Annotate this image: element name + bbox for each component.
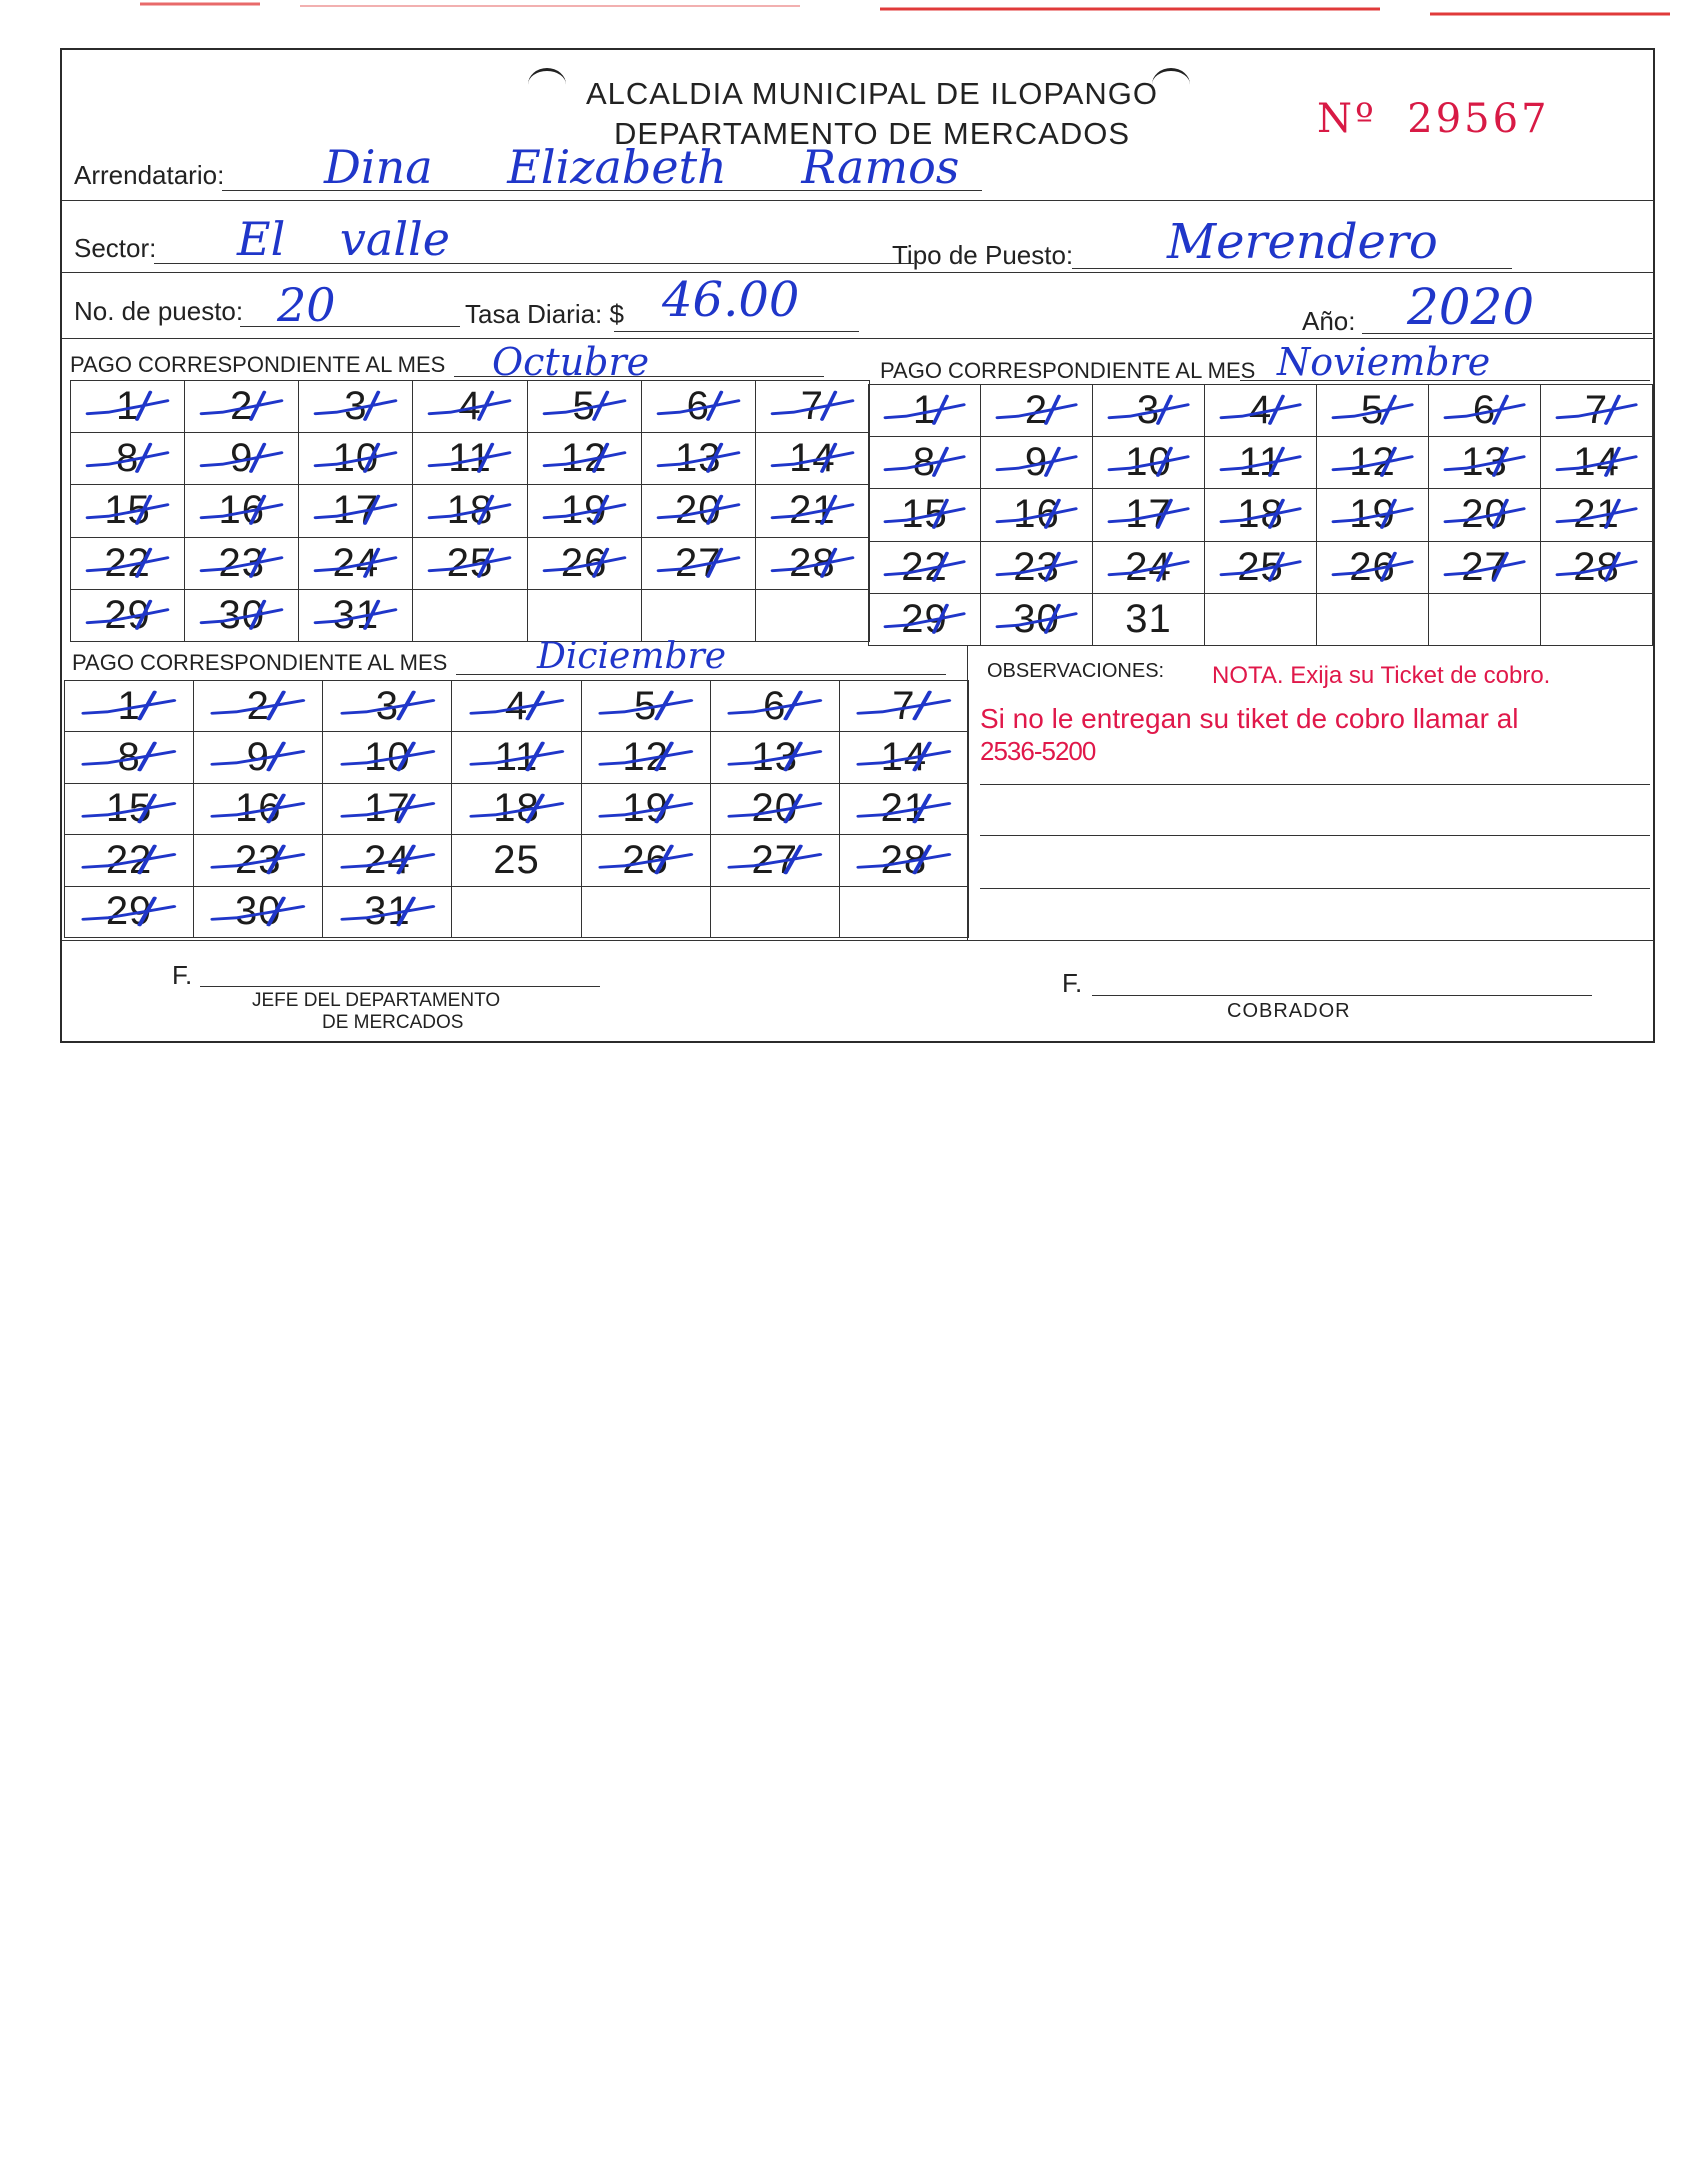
octubre-day-cell [299, 538, 413, 590]
noviembre-day-number: 31 [1125, 596, 1172, 641]
observaciones-phone: 2536-5200 [980, 736, 1096, 766]
octubre-day-cell [413, 538, 527, 590]
noviembre-day-number: 17 [1125, 492, 1172, 537]
noviembre-day-cell [869, 385, 981, 437]
anio-value: 2020 [1407, 278, 1535, 336]
octubre-day-number: 16 [218, 488, 265, 533]
octubre-day-number: 25 [446, 540, 494, 585]
diciembre-day-cell [323, 887, 452, 938]
noviembre-day-cell [1093, 542, 1205, 594]
department-title: DEPARTAMENTO DE MERCADOS [613, 116, 1131, 151]
diciembre-day-cell [582, 784, 711, 835]
diciembre-day-cell [711, 887, 840, 938]
diciembre-day-cell [840, 732, 969, 783]
octubre-day-cell [185, 381, 299, 433]
octubre-day-number: 3 [344, 384, 368, 429]
octubre-day-number: 20 [675, 488, 722, 533]
diciembre-day-number: 12 [622, 735, 669, 780]
diciembre-day-number: 1 [117, 683, 141, 728]
octubre-day-number: 21 [789, 488, 836, 533]
noviembre-day-number: 10 [1125, 440, 1172, 485]
octubre-day-cell [756, 485, 870, 537]
diciembre-day-cell [323, 732, 452, 783]
jefe-label-line2: DE MERCADOS [322, 1012, 464, 1033]
noviembre-day-cell [1205, 594, 1317, 646]
octubre-day-cell [528, 485, 642, 537]
diciembre-day-number: 8 [117, 735, 141, 780]
noviembre-day-number: 24 [1125, 544, 1172, 589]
octubre-day-cell [185, 538, 299, 590]
noviembre-day-cell [981, 385, 1093, 437]
octubre-day-number: 7 [800, 384, 825, 429]
diciembre-day-cell [452, 887, 581, 938]
noviembre-day-number: 13 [1461, 440, 1508, 485]
scan-edge-marks [0, 0, 1693, 20]
month1-label: PAGO CORRESPONDIENTE AL MES [70, 352, 446, 377]
nota-text: NOTA. Exija su Ticket de cobro. [1212, 662, 1551, 689]
diciembre-day-cell [65, 887, 194, 938]
noviembre-day-cell [1205, 437, 1317, 489]
noviembre-day-cell [1205, 385, 1317, 437]
diciembre-day-cell [194, 732, 323, 783]
noviembre-day-number: 15 [901, 492, 948, 537]
octubre-day-number: 12 [560, 436, 608, 481]
diciembre-day-number: 29 [105, 889, 153, 934]
month1-value: Octubre [492, 340, 650, 384]
octubre-day-number: 6 [686, 384, 710, 429]
diciembre-day-number: 7 [892, 683, 916, 728]
octubre-day-cell [642, 590, 756, 642]
noviembre-day-cell [1093, 489, 1205, 541]
noviembre-day-number: 8 [912, 440, 937, 485]
octubre-day-cell [299, 433, 413, 485]
diciembre-day-cell [711, 732, 840, 783]
signature-f-left: F. [172, 960, 193, 990]
noviembre-day-number: 29 [901, 596, 948, 641]
noviembre-day-cell [1093, 594, 1205, 646]
noviembre-day-cell [1205, 489, 1317, 541]
month2-value: Noviembre [1277, 340, 1491, 384]
octubre-day-cell [299, 381, 413, 433]
diciembre-day-cell [582, 681, 711, 732]
octubre-day-cell [642, 485, 756, 537]
octubre-day-number: 10 [332, 436, 380, 481]
octubre-day-cell [756, 433, 870, 485]
noviembre-day-number: 6 [1472, 388, 1497, 433]
octubre-day-number: 9 [230, 436, 254, 481]
octubre-day-cell [71, 381, 185, 433]
octubre-day-number: 15 [104, 488, 151, 533]
noviembre-day-number: 16 [1013, 492, 1060, 537]
diciembre-day-number: 13 [751, 735, 799, 780]
noviembre-days-grid [868, 384, 1653, 646]
octubre-day-cell [299, 485, 413, 537]
diciembre-day-cell [194, 835, 323, 886]
octubre-day-cell [413, 433, 527, 485]
noviembre-day-number: 5 [1360, 388, 1385, 433]
diciembre-day-cell [194, 887, 323, 938]
noviembre-day-cell [1317, 594, 1429, 646]
noviembre-day-number: 4 [1248, 388, 1273, 433]
diciembre-day-cell [582, 835, 711, 886]
diciembre-day-number: 20 [751, 786, 799, 831]
octubre-day-number: 27 [675, 540, 722, 585]
octubre-day-number: 24 [332, 540, 380, 585]
octubre-day-cell [528, 433, 642, 485]
diciembre-day-cell [323, 681, 452, 732]
octubre-day-number: 17 [332, 488, 380, 533]
octubre-day-cell [71, 485, 185, 537]
diciembre-day-number: 2 [246, 683, 270, 728]
diciembre-day-cell [840, 835, 969, 886]
noviembre-day-cell [1541, 437, 1653, 489]
octubre-day-cell [185, 433, 299, 485]
signature-f-right: F. [1062, 968, 1083, 998]
noviembre-day-cell [1541, 489, 1653, 541]
noviembre-day-cell [1429, 385, 1541, 437]
octubre-day-cell [642, 538, 756, 590]
noviembre-day-cell [1429, 437, 1541, 489]
diciembre-day-cell [65, 732, 194, 783]
diciembre-day-cell [194, 784, 323, 835]
tipo-puesto-label: Tipo de Puesto: [892, 240, 1074, 270]
octubre-day-cell [756, 590, 870, 642]
tipo-puesto-value: Merendero [1167, 214, 1438, 270]
octubre-day-cell [413, 381, 527, 433]
diciembre-day-cell [452, 835, 581, 886]
octubre-day-number: 29 [104, 592, 151, 637]
noviembre-day-cell [1093, 385, 1205, 437]
noviembre-day-number: 27 [1461, 544, 1508, 589]
octubre-day-cell [413, 485, 527, 537]
octubre-day-cell [756, 381, 870, 433]
octubre-day-cell [528, 538, 642, 590]
diciembre-days-grid [64, 680, 969, 938]
diciembre-day-number: 16 [234, 786, 282, 831]
diciembre-day-cell [582, 732, 711, 783]
diciembre-day-number: 9 [246, 735, 270, 780]
noviembre-day-cell [981, 594, 1093, 646]
noviembre-day-number: 9 [1024, 440, 1049, 485]
diciembre-day-number: 22 [105, 837, 153, 882]
diciembre-day-number: 30 [234, 889, 282, 934]
diciembre-day-cell [840, 681, 969, 732]
diciembre-day-number: 14 [880, 735, 928, 780]
octubre-day-number: 30 [218, 592, 265, 637]
diciembre-day-number: 5 [634, 683, 658, 728]
noviembre-day-number: 1 [912, 388, 937, 433]
noviembre-day-number: 20 [1461, 492, 1508, 537]
noviembre-day-cell [981, 489, 1093, 541]
diciembre-day-number: 10 [364, 735, 411, 780]
noviembre-day-cell [1317, 489, 1429, 541]
octubre-day-cell [71, 433, 185, 485]
observaciones-line2: Si no le entregan su tiket de cobro llamar al [980, 703, 1519, 734]
month2-label: PAGO CORRESPONDIENTE AL MES [880, 358, 1256, 383]
diciembre-day-cell [452, 681, 581, 732]
diciembre-day-number: 11 [494, 735, 539, 780]
octubre-day-number: 28 [789, 540, 836, 585]
noviembre-day-number: 25 [1237, 544, 1284, 589]
octubre-day-number: 19 [560, 488, 608, 533]
noviembre-day-cell [869, 594, 981, 646]
cobrador-label: COBRADOR [1227, 1000, 1351, 1022]
noviembre-day-cell [1541, 385, 1653, 437]
diciembre-day-cell [711, 835, 840, 886]
noviembre-day-number: 11 [1238, 440, 1283, 485]
municipality-title: ALCALDIA MUNICIPAL DE ILOPANGO [585, 76, 1159, 111]
octubre-day-number: 23 [218, 540, 265, 585]
noviembre-day-cell [1541, 594, 1653, 646]
noviembre-day-cell [1205, 542, 1317, 594]
noviembre-day-number: 22 [901, 544, 948, 589]
octubre-day-cell [185, 590, 299, 642]
diciembre-day-cell [194, 681, 323, 732]
noviembre-day-cell [1317, 437, 1429, 489]
noviembre-day-number: 30 [1013, 596, 1060, 641]
noviembre-day-cell [1429, 489, 1541, 541]
sector-label: Sector: [74, 233, 157, 263]
octubre-day-cell [756, 538, 870, 590]
octubre-days-grid [70, 380, 870, 642]
diciembre-day-number: 19 [622, 786, 669, 831]
noviembre-day-cell [869, 489, 981, 541]
diciembre-day-number: 24 [364, 837, 411, 882]
noviembre-day-number: 19 [1349, 492, 1396, 537]
noviembre-day-cell [1429, 542, 1541, 594]
diciembre-day-number: 25 [493, 837, 540, 882]
octubre-day-cell [413, 590, 527, 642]
noviembre-day-cell [1429, 594, 1541, 646]
payment-card [60, 48, 1655, 1043]
octubre-day-number: 1 [115, 384, 140, 429]
folio-symbol: Nº [1317, 96, 1377, 142]
anio-label: Año: [1302, 306, 1356, 336]
octubre-day-number: 5 [572, 384, 596, 429]
noviembre-day-number: 12 [1349, 440, 1396, 485]
octubre-day-number: 8 [115, 436, 140, 481]
noviembre-day-number: 23 [1013, 544, 1060, 589]
noviembre-day-cell [869, 437, 981, 489]
diciembre-day-number: 28 [880, 837, 928, 882]
tasa-value: 46.00 [662, 272, 800, 328]
diciembre-day-number: 4 [504, 683, 529, 728]
noviembre-day-cell [981, 542, 1093, 594]
observaciones-label: OBSERVACIONES: [987, 660, 1165, 682]
arrendatario-value: Dina Elizabeth Ramos [324, 140, 960, 194]
noviembre-day-cell [1317, 385, 1429, 437]
diciembre-day-cell [323, 835, 452, 886]
octubre-day-cell [71, 538, 185, 590]
diciembre-day-number: 23 [234, 837, 282, 882]
diciembre-day-cell [711, 784, 840, 835]
diciembre-day-cell [323, 784, 452, 835]
diciembre-day-cell [452, 732, 581, 783]
diciembre-day-cell [582, 887, 711, 938]
jefe-label-line1: JEFE DEL DEPARTAMENTO [252, 990, 501, 1011]
noviembre-day-cell [869, 542, 981, 594]
noviembre-day-number: 28 [1573, 544, 1620, 589]
diciembre-day-number: 6 [763, 683, 787, 728]
month3-label: PAGO CORRESPONDIENTE AL MES [72, 650, 448, 675]
octubre-day-number: 26 [560, 540, 608, 585]
diciembre-day-number: 15 [105, 786, 153, 831]
noviembre-day-number: 2 [1024, 388, 1049, 433]
noviembre-day-cell [1317, 542, 1429, 594]
diciembre-day-cell [452, 784, 581, 835]
folio-value: 29567 [1407, 96, 1550, 142]
octubre-day-number: 14 [789, 436, 836, 481]
octubre-day-cell [642, 433, 756, 485]
octubre-day-number: 4 [458, 384, 482, 429]
noviembre-day-number: 18 [1237, 492, 1284, 537]
diciembre-day-cell [840, 887, 969, 938]
octubre-day-cell [528, 381, 642, 433]
puesto-label: No. de puesto: [74, 296, 244, 326]
diciembre-day-number: 27 [751, 837, 799, 882]
folio-number [1317, 96, 1550, 142]
octubre-day-cell [299, 590, 413, 642]
noviembre-day-number: 3 [1136, 388, 1161, 433]
octubre-day-number: 11 [448, 436, 492, 481]
diciembre-day-number: 18 [493, 786, 540, 831]
diciembre-day-cell [65, 784, 194, 835]
diciembre-day-cell [711, 681, 840, 732]
octubre-day-cell [71, 590, 185, 642]
diciembre-day-number: 17 [364, 786, 411, 831]
noviembre-day-cell [1093, 437, 1205, 489]
diciembre-day-number: 26 [622, 837, 669, 882]
octubre-day-number: 2 [230, 384, 254, 429]
octubre-day-number: 13 [675, 436, 722, 481]
month3-value: Diciembre [537, 636, 727, 677]
octubre-day-number: 18 [446, 488, 494, 533]
diciembre-day-cell [65, 835, 194, 886]
diciembre-day-number: 3 [375, 683, 399, 728]
noviembre-day-number: 7 [1584, 388, 1609, 433]
tasa-label: Tasa Diaria: $ [465, 299, 624, 329]
noviembre-day-number: 14 [1573, 440, 1620, 485]
diciembre-day-cell [840, 784, 969, 835]
octubre-day-cell [642, 381, 756, 433]
noviembre-day-number: 21 [1573, 492, 1620, 537]
sector-value: El valle [237, 212, 450, 266]
octubre-day-number: 31 [332, 592, 380, 637]
octubre-day-cell [185, 485, 299, 537]
diciembre-day-cell [65, 681, 194, 732]
octubre-day-number: 22 [104, 540, 151, 585]
diciembre-day-number: 31 [364, 889, 411, 934]
noviembre-day-number: 26 [1349, 544, 1396, 589]
noviembre-day-cell [981, 437, 1093, 489]
noviembre-day-cell [1541, 542, 1653, 594]
diciembre-day-number: 21 [880, 786, 928, 831]
puesto-value: 20 [277, 278, 336, 332]
arrendatario-label: Arrendatario: [74, 160, 225, 190]
octubre-day-cell [528, 590, 642, 642]
